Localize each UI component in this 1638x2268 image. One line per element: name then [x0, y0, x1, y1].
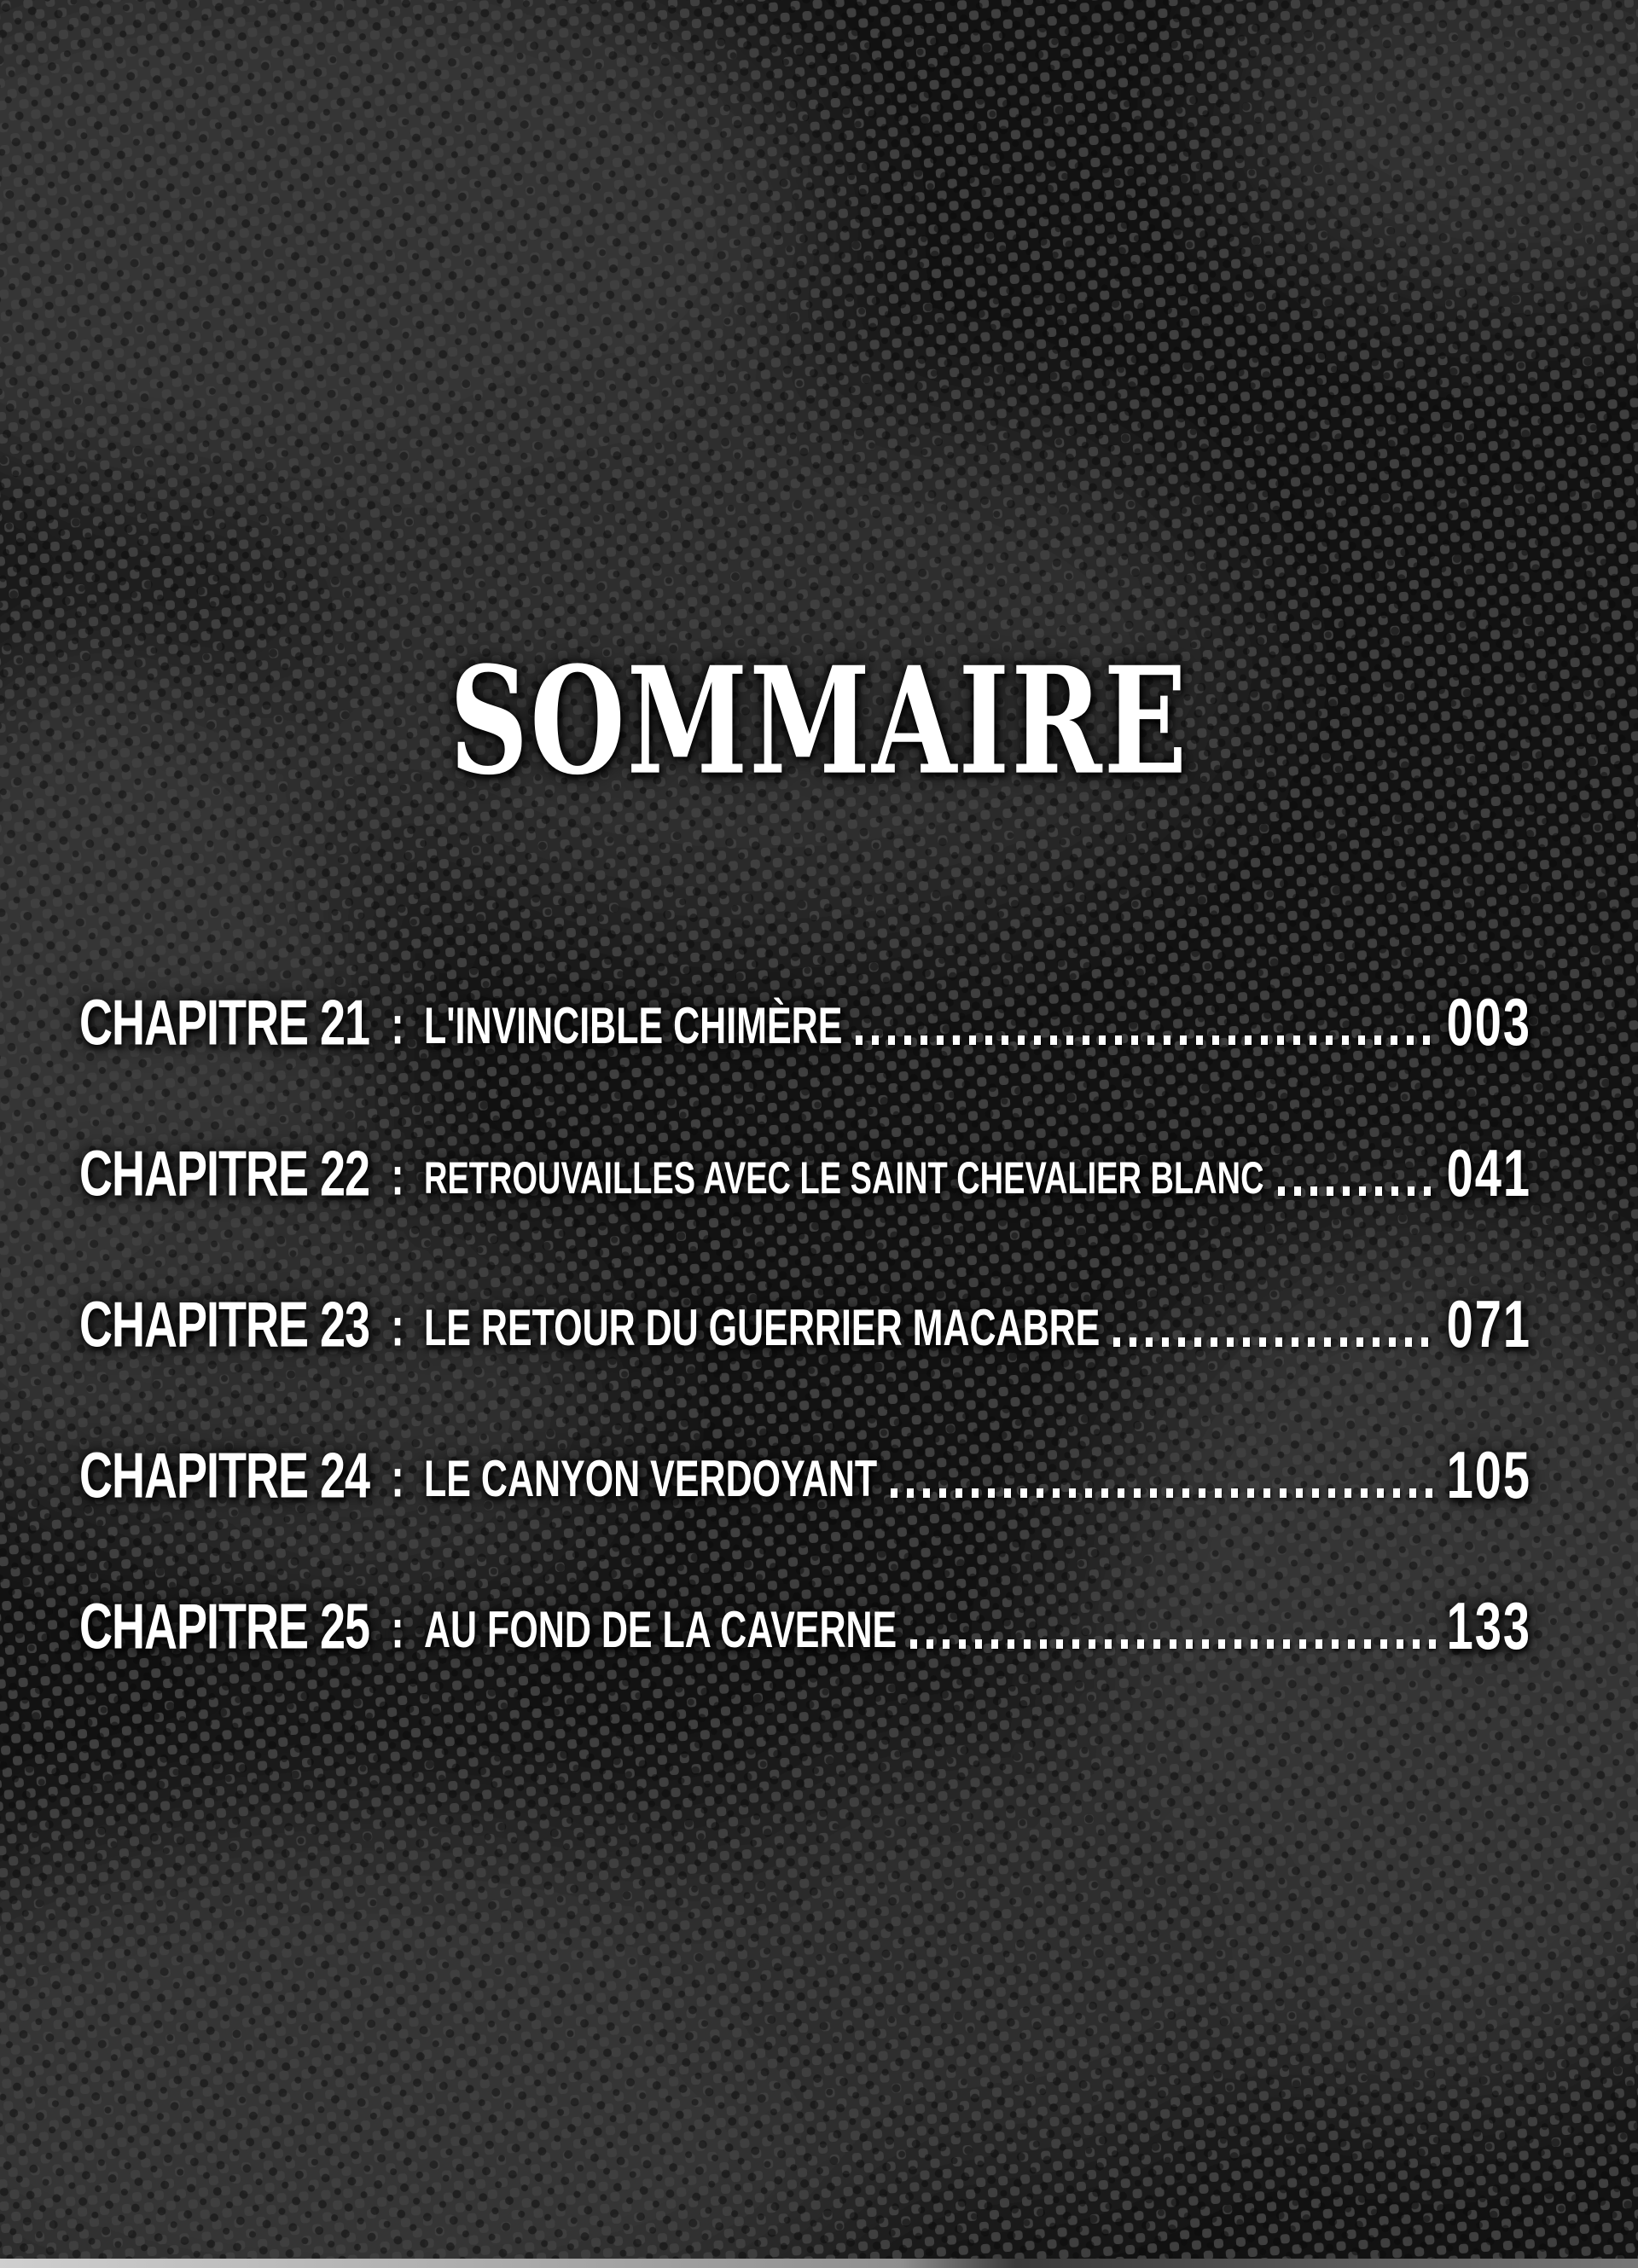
chapter-page-number: 041 [1446, 1134, 1531, 1210]
chapter-page-number: 133 [1446, 1587, 1531, 1663]
chapter-label: CHAPITRE 22 [79, 1138, 370, 1210]
chapter-page-number: 003 [1446, 983, 1531, 1059]
chapter-title: LE CANYON VERDOYANT [424, 1450, 878, 1508]
dotted-leader [1278, 1186, 1437, 1196]
chapter-label: CHAPITRE 23 [79, 1289, 370, 1361]
toc-entry [79, 1285, 1531, 1361]
chapter-separator: : [391, 1597, 404, 1660]
toc-entry [79, 983, 1531, 1059]
toc-entry [79, 1436, 1531, 1512]
chapter-title: AU FOND DE LA CAVERNE [424, 1601, 897, 1659]
page-title-text: SOMMAIRE [449, 635, 1189, 809]
chapter-separator: : [391, 993, 404, 1056]
chapter-page-number: 105 [1446, 1436, 1531, 1512]
chapter-separator: : [391, 1295, 404, 1358]
dotted-leader [891, 1488, 1436, 1498]
chapter-page-number: 071 [1446, 1285, 1531, 1361]
chapter-title: LE RETOUR DU GUERRIER MACABRE [424, 1299, 1101, 1357]
dotted-leader [910, 1639, 1436, 1649]
dotted-leader [1113, 1337, 1436, 1347]
chapter-separator: : [391, 1446, 404, 1509]
chapter-title: L'INVINCIBLE CHIMÈRE [424, 997, 843, 1055]
chapter-title: RETROUVAILLES AVEC LE SAINT CHEVALIER BLANC [424, 1153, 1264, 1204]
dotted-leader [856, 1035, 1436, 1045]
chapter-label: CHAPITRE 21 [79, 987, 370, 1059]
toc-entry [79, 1134, 1531, 1210]
chapter-separator: : [391, 1144, 404, 1207]
chapter-label: CHAPITRE 24 [79, 1440, 370, 1512]
toc-entry [79, 1587, 1531, 1663]
chapter-label: CHAPITRE 25 [79, 1591, 370, 1663]
